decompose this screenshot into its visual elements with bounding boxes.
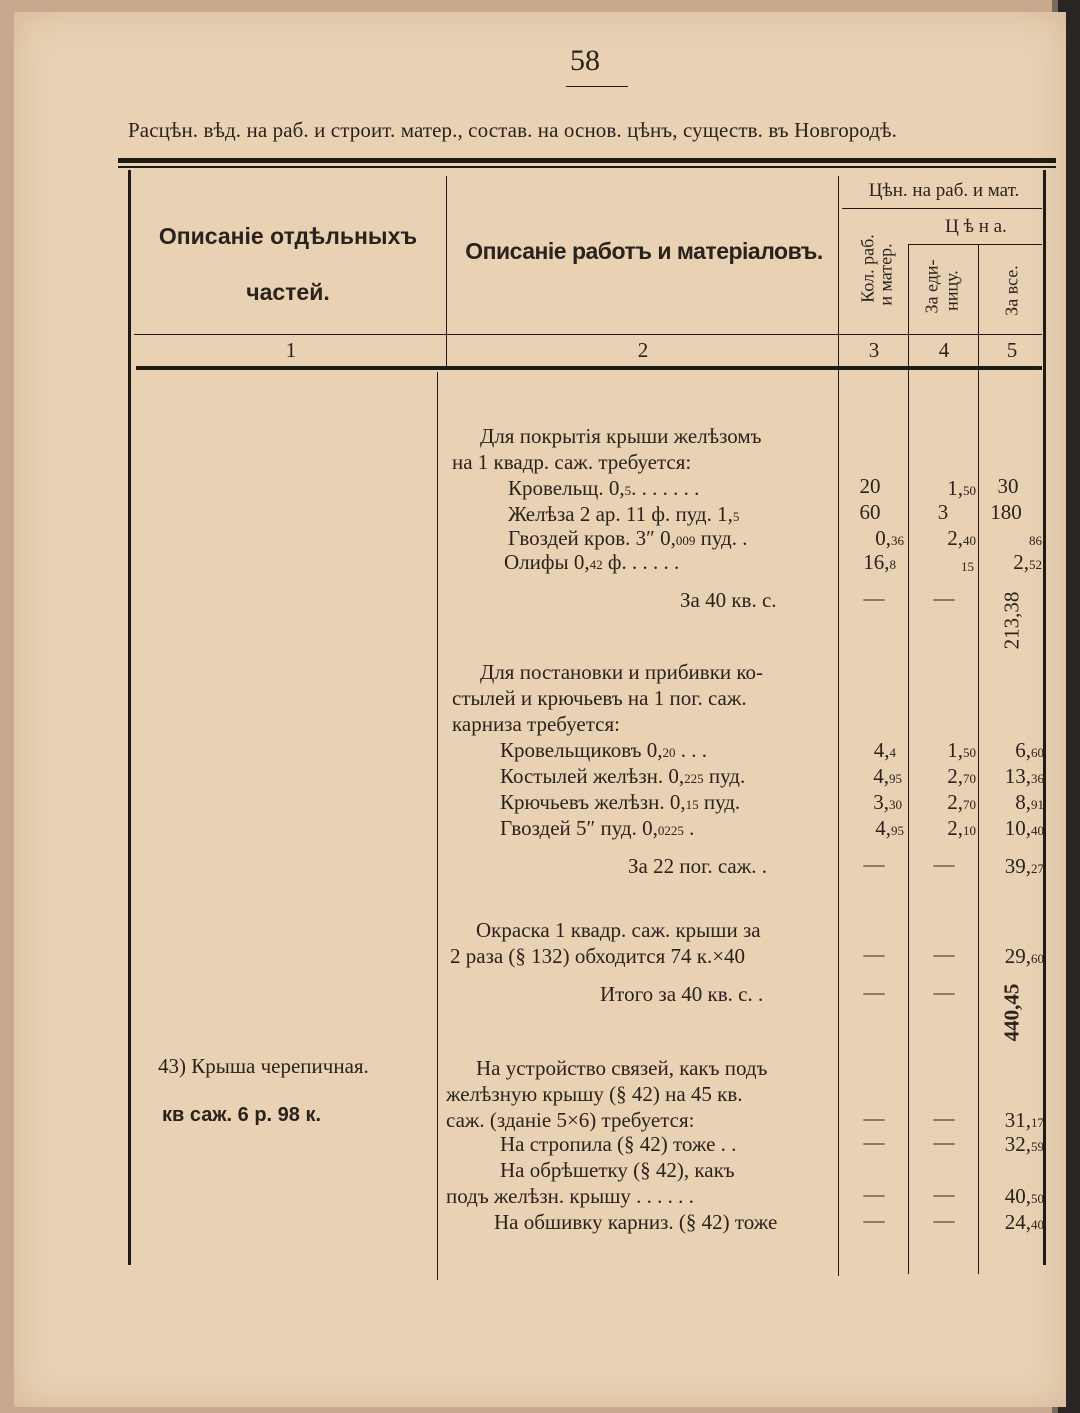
sec4-unit-4: — [933, 1208, 955, 1232]
header-total-label: За все. [1001, 265, 1022, 316]
sec2-row-total: 6,60 [1015, 738, 1044, 762]
sec3-sum-label: Итого за 40 кв. с. . [600, 982, 764, 1006]
sec1-sum-label: За 40 кв. с. [680, 588, 777, 612]
sec3-sum-unit: — [933, 980, 955, 1004]
sec2-sum-total: 39,27 [1004, 854, 1044, 878]
sec4-row-3a: На обрѣшетку (§ 42), какъ [500, 1158, 735, 1182]
header-qty-label-2: и матер. [875, 243, 896, 306]
table-left-border [128, 170, 131, 1265]
sec2-intro-1: Для постановки и прибивки ко- [480, 660, 764, 684]
sec4-qty-2: — [863, 1130, 885, 1154]
sec4-unit-1: — [933, 1106, 955, 1130]
col-divider-1-body [437, 372, 438, 1280]
sec4-row-4: На обшивку карниз. (§ 42) тоже [494, 1210, 778, 1234]
header-sub-rule-1 [842, 208, 1042, 209]
header-col1-line1: Описанiе отдѣльныхъ [158, 223, 418, 249]
sec4-line-2: желѣзную крышу (§ 42) на 45 кв. [446, 1082, 743, 1106]
sec2-row-total: 8,91 [1015, 790, 1044, 814]
sec1-row-qty: 16,8 [863, 550, 896, 574]
header-bottom-rule [136, 366, 1042, 370]
sec2-row-unit: 2,70 [947, 790, 976, 814]
sec2-sum-qty: — [863, 852, 885, 876]
sec4-part-price: кв саж. 6 р. 98 к. [162, 1104, 322, 1126]
header-unit-label-2: ницу. [941, 270, 962, 311]
header-prices-group: Цѣн. на раб. и мат. [868, 180, 1020, 201]
sec2-row-desc: Гвоздей 5″ пуд. 0,0225 . [500, 816, 695, 840]
sec2-row-unit: 2,70 [947, 764, 976, 788]
sec4-qty-4: — [863, 1208, 885, 1232]
sec1-intro-2: на 1 квадр. саж. требуется: [452, 450, 692, 474]
sec2-row-total: 10,40 [1004, 816, 1044, 840]
header-price-group: Ц ѣ н а. [945, 216, 1007, 237]
sec4-total-2: 32,59 [1004, 1132, 1044, 1156]
table-right-border [1043, 170, 1046, 1265]
sec2-intro-2: стылей и крючьевъ на 1 пог. саж. [452, 686, 747, 710]
sec1-row-unit: 15 [961, 559, 974, 574]
top-rule-thin [118, 166, 1056, 168]
sec1-row-total: 180 [990, 500, 1022, 524]
sec1-row-desc: Желѣза 2 ар. 11 ф. пуд. 1,5 [508, 502, 740, 526]
col-divider-3 [908, 244, 909, 1274]
sec2-sum-label: За 22 пог. саж. . [628, 854, 767, 878]
sec4-part-title: 43) Крыша черепичная. [158, 1054, 369, 1078]
header-num-1: 1 [285, 338, 297, 362]
sec3-qty: — [863, 942, 885, 966]
sec1-intro-1: Для покрытiя крыши желѣзомъ [480, 424, 762, 448]
sec1-row-desc: Гвоздей кров. 3″ 0,009 пуд. . [508, 526, 748, 550]
sec2-row-qty: 4,4 [873, 738, 896, 762]
sec1-row-total: 2,52 [1013, 550, 1042, 574]
sec3-sum-total: 440,45 [999, 983, 1024, 1042]
sec2-row-unit: 2,10 [947, 816, 976, 840]
col-divider-2 [838, 176, 839, 1276]
sec3-total: 29,60 [1004, 944, 1044, 968]
sec1-row-qty: 0,36 [875, 526, 904, 550]
page-number: 58 [570, 44, 600, 77]
sec4-qty-3: — [863, 1182, 885, 1206]
sec2-row-total: 13,36 [1004, 764, 1044, 788]
page-number-underline [566, 86, 628, 87]
sec3-line-2: 2 раза (§ 132) обходится 74 к.×40 [450, 944, 746, 968]
header-unit-label-1: За еди- [921, 259, 942, 314]
sec3-line-1: Окраска 1 квадр. саж. крыши за [476, 918, 761, 942]
sec4-total-1: 31,17 [1004, 1108, 1044, 1132]
sec1-sum-total: 213,38 [999, 591, 1024, 650]
sec1-row-total: 30 [997, 474, 1019, 498]
header-num-2: 2 [637, 338, 649, 362]
header-col1 [136, 208, 440, 320]
sec3-unit: — [933, 942, 955, 966]
col-divider-4 [978, 244, 979, 1274]
sec1-row-unit: 2,40 [947, 526, 976, 550]
header-num-3: 3 [868, 338, 880, 362]
running-head: Расцѣн. вѣд. на раб. и строит. матер., состав. на основ. цѣнъ, существ. въ Новгородѣ. [128, 118, 898, 142]
sec4-line-3: саж. (зданiе 5×6) требуется: [446, 1108, 695, 1132]
sec4-unit-2: — [933, 1130, 955, 1154]
sec1-row-desc: Кровельщ. 0,5. . . . . . . [508, 476, 700, 500]
sec1-row-desc: Олифы 0,42 ф. . . . . . [504, 550, 680, 574]
sec4-row-2: На стропила (§ 42) тоже . . [500, 1132, 737, 1156]
header-col2: Описанiе работъ и матерiаловъ. [465, 238, 823, 264]
sec1-row-total: 86 [1029, 533, 1042, 548]
sec2-row-desc: Кровельщиковъ 0,20 . . . [500, 738, 707, 762]
sec1-sum-qty: — [863, 586, 885, 610]
sec4-row-3b: подъ желѣзн. крышу . . . . . . [446, 1184, 694, 1208]
sec4-total-4: 24,40 [1004, 1210, 1044, 1234]
header-qty-label-1: Кол. раб. [857, 234, 878, 303]
sec2-row-qty: 4,95 [875, 816, 904, 840]
sec4-qty-1: — [863, 1106, 885, 1130]
sec2-row-desc: Крючьевъ желѣзн. 0,15 пуд. [500, 790, 741, 814]
sec2-row-qty: 4,95 [873, 764, 902, 788]
col-divider-1 [446, 176, 447, 366]
sec4-unit-3: — [933, 1182, 955, 1206]
sec2-intro-3: карниза требуется: [452, 712, 620, 736]
header-col1-line2: частей. [246, 279, 330, 305]
sec2-sum-unit: — [933, 852, 955, 876]
sec4-line-1: На устройство связей, какъ подъ [476, 1056, 768, 1080]
sec1-row-qty: 60 [859, 500, 881, 524]
sec4-total-3: 40,50 [1004, 1184, 1044, 1208]
header-num-4: 4 [938, 338, 950, 362]
sec1-row-unit: 3 [937, 500, 949, 524]
sec1-row-unit: 1,50 [947, 476, 976, 500]
sec1-sum-unit: — [933, 586, 955, 610]
sec2-row-desc: Костылей желѣзн. 0,225 пуд. [500, 764, 746, 788]
sec2-row-qty: 3,30 [873, 790, 902, 814]
sec2-row-unit: 1,50 [947, 738, 976, 762]
header-num-rule [134, 334, 1042, 335]
top-rule-thick [118, 158, 1056, 163]
sec1-row-qty: 20 [859, 474, 881, 498]
header-num-5: 5 [1006, 338, 1018, 362]
sec3-sum-qty: — [863, 980, 885, 1004]
